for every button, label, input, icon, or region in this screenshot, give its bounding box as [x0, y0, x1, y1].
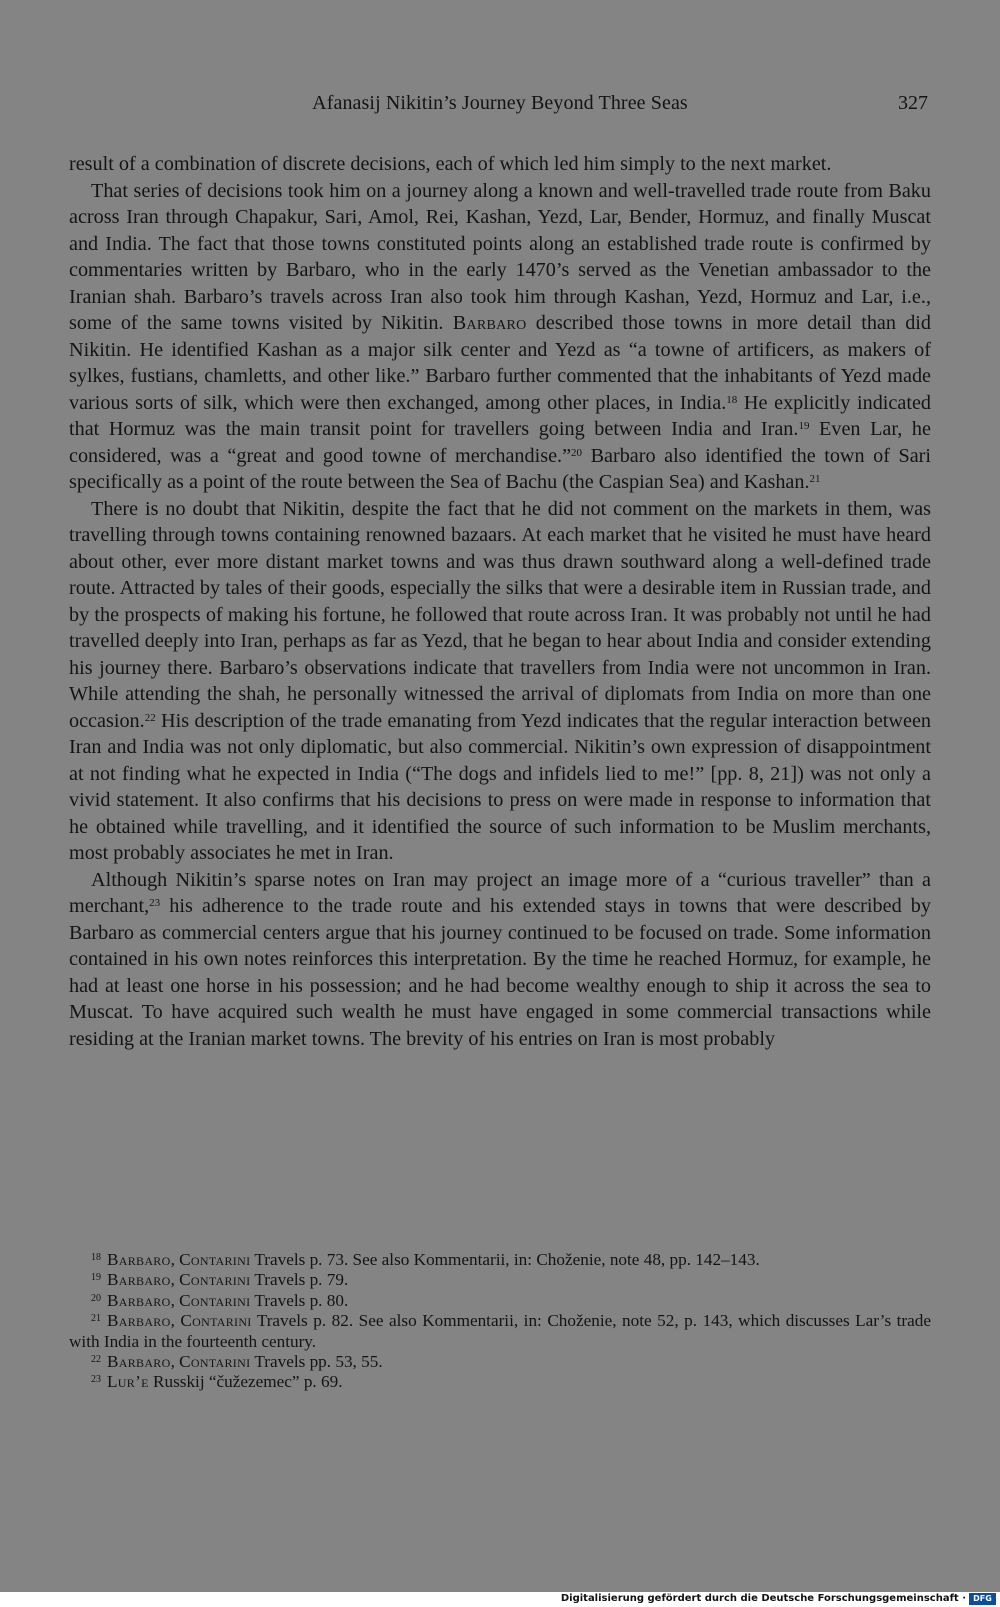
author-name-smallcaps: Lur’e [107, 1372, 149, 1392]
footnote-ref[interactable]: 23 [149, 896, 161, 909]
paragraph-4 [69, 867, 931, 1053]
footnote-text: Travels p. 82. See also Kommentarii, in: Choženie, note 52, p. 143, which discusses Lar’s trade with India in the fourteenth century. [69, 1311, 932, 1351]
text-run: described those towns in more detail than did Nikitin. He identified Kashan as a major silk center and Yezd as “a towne of artificers, as makers of sylkes, fustians, chamletts, and other like.” Barbaro further commented that the inhabitants of Yezd made various sorts of silk, which were then exchanged, among other places, in India. [69, 312, 931, 414]
author-name-smallcaps: Contarini [180, 1311, 252, 1331]
footnote-ref[interactable]: 19 [798, 419, 810, 432]
author-name-smallcaps: Contarini [179, 1290, 251, 1310]
text-run: Even Lar, he considered, was a “great and good towne of merchandise.” [69, 418, 931, 467]
author-name-smallcaps: Contarini [179, 1250, 251, 1269]
footnote [69, 1352, 931, 1372]
text-run: Barbaro also identified the town of Sari specifically as a point of the route between the Sea of Bachu (the Caspian Sea) and Kashan. [69, 444, 931, 493]
footnote-text: Travels p. 73. See also Kommentarii, in: Choženie, note 48, pp. 142–143. [250, 1250, 760, 1269]
paragraph-3 [69, 496, 931, 867]
text-run: Although Nikitin’s sparse notes on Iran may project an image more of a “curious traveller” than a merchant, [69, 868, 931, 917]
author-name-smallcaps: Contarini [179, 1352, 251, 1372]
dfg-logo: DFG [969, 1593, 996, 1605]
footnote-number: 21 [91, 1313, 101, 1325]
separator: , [170, 1311, 181, 1331]
footnote-text: Travels pp. 53, 55. [250, 1352, 383, 1372]
separator: , [170, 1290, 180, 1310]
digitization-footer [0, 1592, 1000, 1607]
footnote [69, 1270, 931, 1290]
funding-credit: Digitalisierung gefördert durch die Deutsche Forschungsgemeinschaft · [560, 1593, 966, 1604]
author-name-smallcaps: Barbaro [107, 1311, 171, 1331]
body-text [69, 151, 931, 1052]
footnote [69, 1250, 931, 1270]
running-title: Afanasij Nikitin’s Journey Beyond Three Seas [312, 92, 688, 114]
author-name-smallcaps: Contarini [179, 1270, 251, 1290]
page-header [0, 92, 1000, 122]
footnote-text: Russkij “čužezemec” p. 69. [148, 1372, 343, 1392]
text-run: He explicitly indicated that Hormuz was the main transit point for travellers going between India and Iran. [69, 391, 932, 440]
footnote-ref[interactable]: 18 [726, 393, 738, 406]
footnote-number: 18 [91, 1252, 101, 1263]
separator: , [170, 1352, 180, 1372]
footnote-number: 23 [91, 1374, 101, 1386]
author-name-smallcaps: Barbaro [107, 1250, 171, 1269]
text-run: His description of the trade emanating from Yezd indicates that the regular interaction between Iran and India was not only diplomatic, but also commercial. Nikitin’s own expression of disappointment at not finding what he expected in India (“The dogs and infidels lied to me!” [pp. 8, 21]) was not only a vivid statement. It also confirms that his decisions to press on were made in response to information that he obtained while travelling, and it identified the source of such information to be Muslim merchants, most probably associates he met in Iran. [69, 709, 931, 864]
footnote-number: 22 [91, 1354, 101, 1366]
footnotes [69, 1250, 931, 1393]
author-name-smallcaps: Barbaro [107, 1290, 171, 1310]
footnote-ref[interactable]: 20 [571, 446, 583, 459]
footnote [69, 1311, 931, 1352]
footnote [69, 1291, 931, 1311]
text-run: There is no doubt that Nikitin, despite the fact that he did not comment on the markets in them, was travelling through towns containing renowned bazaars. At each market that he visited he must have heard about other, ever more distant market towns and was thus drawn southward along a well-defined trade route. Attracted by tales of their goods, especially the silks that were a desirable item in Russian trade, and by the prospects of making his fortune, he followed that route across Iran. It was probably not until he had travelled deeply into Iran, perhaps as far as Yezd, that he began to hear about India and consider extending his journey there. Barbaro’s observations indicate that travellers from India were not uncommon in Iran. While attending the shah, he personally witnessed the arrival of diplomats from India on more than one occasion. [69, 497, 931, 732]
text-run: That series of decisions took him on a journey along a known and well-travelled trade route from Baku across Iran through Chapakur, Sari, Amol, Rei, Kashan, Yezd, Lar, Bender, Hormuz, and finally Muscat and India. The fact that those towns constituted points along an established trade route is confirmed by commentaries written by Barbaro, who in the early 1470’s served as the Venetian ambassador to the Iranian shah. Barbaro’s travels across Iran also took him through Kashan, Yezd, Hormuz and Lar, i.e., some of the same towns visited by Nikitin. [69, 179, 931, 334]
footnote-ref[interactable]: 22 [144, 711, 156, 724]
footnote-number: 20 [91, 1292, 101, 1304]
text-run: his adherence to the trade route and his extended stays in towns that were described by Barbaro as commercial centers argue that his journey continued to be focused on trade. Some information contained in his own notes reinforces this interpretation. By the time he reached Hormuz, for example, he had at least one horse in his possession; and he had become wealthy enough to ship it across the sea to Muscat. To have acquired such wealth he must have engaged in some commercial transactions while residing at the Iranian market towns. The brevity of his entries on Iran is most probably [69, 895, 931, 1050]
separator: , [170, 1270, 180, 1290]
author-name-smallcaps: Barbaro [452, 312, 527, 334]
footnote-text: Travels p. 80. [250, 1290, 349, 1310]
paragraph-2 [69, 178, 931, 496]
footnote-ref[interactable]: 21 [809, 472, 821, 485]
footnote-number: 19 [91, 1272, 101, 1284]
text-run: result of a combination of discrete decisions, each of which led him simply to the next market. [69, 153, 832, 175]
author-name-smallcaps: Barbaro [107, 1352, 171, 1372]
page-number: 327 [898, 92, 928, 114]
footnote [69, 1372, 931, 1392]
footnote-text: Travels p. 79. [250, 1270, 349, 1290]
author-name-smallcaps: Barbaro [107, 1270, 171, 1290]
paragraph-1 [69, 151, 931, 178]
separator: , [170, 1250, 180, 1269]
